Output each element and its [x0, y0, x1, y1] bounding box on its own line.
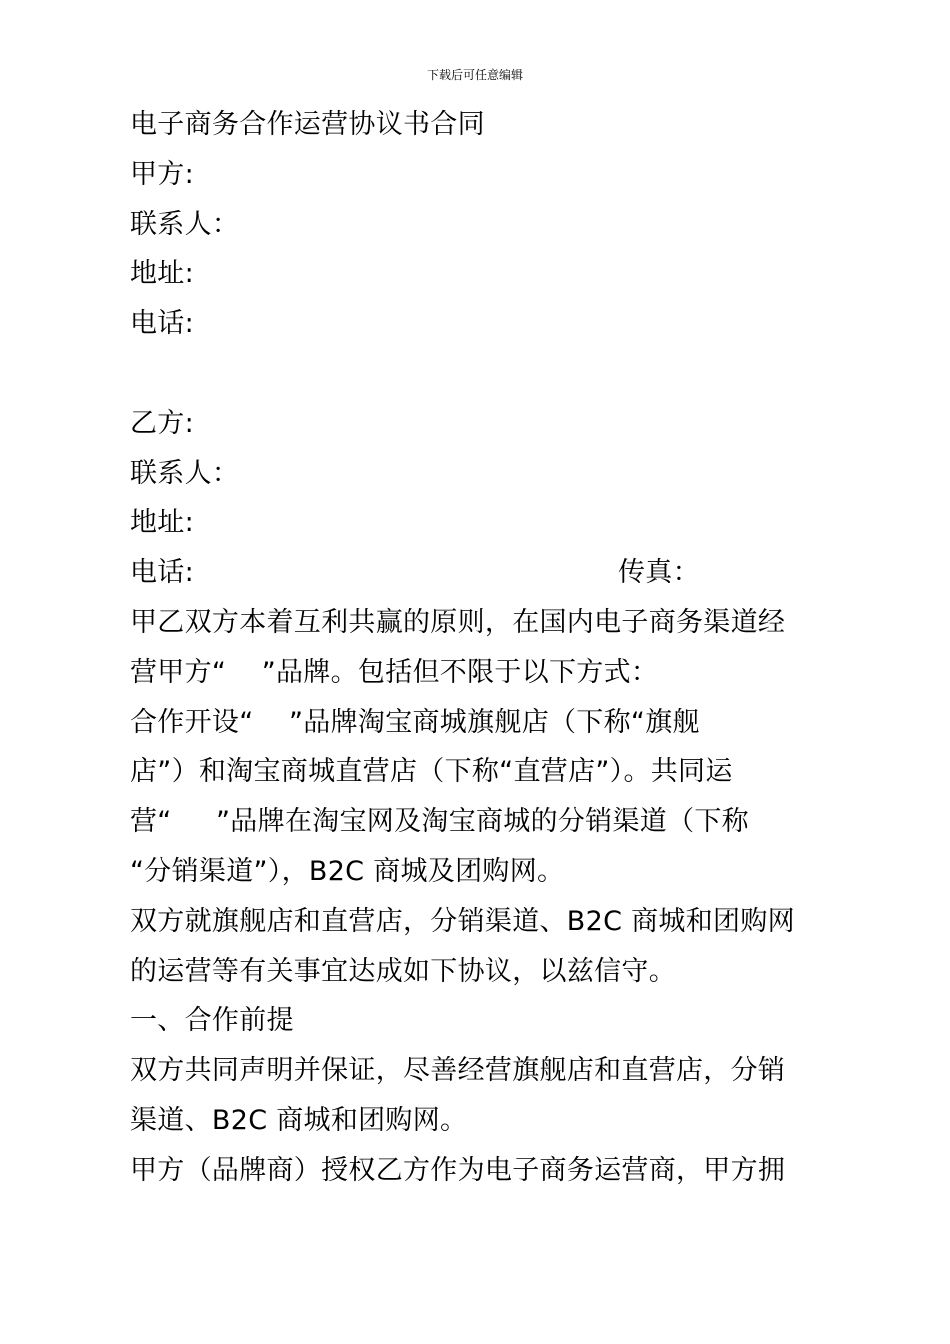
party-b-address: 地址:: [130, 507, 194, 539]
party-a-contact: 联系人：: [130, 208, 240, 240]
party-b-phone-row: [130, 548, 830, 598]
body-line: 营甲方“ ”品牌。包括但不限于以下方式：: [130, 656, 659, 688]
body-line: 合作开设“ ”品牌淘宝商城旗舰店（下称“旗舰: [130, 706, 700, 738]
party-a-label: 甲方:: [130, 158, 194, 190]
body-line: 渠道、B2C 商城和团购网。: [130, 1104, 468, 1136]
party-b-fax: 传真：: [618, 557, 700, 589]
party-b-label: 乙方:: [130, 407, 194, 439]
header-note: 下载后可任意编辑: [426, 68, 523, 82]
body-line: 甲乙双方本着互利共赢的原则，在国内电子商务渠道经: [130, 606, 786, 638]
document-title: 电子商务合作运营协议书合同: [130, 109, 485, 140]
body-line: 店”）和淘宝商城直营店（下称“直营店”）。共同运: [130, 756, 733, 788]
body-line: 营“ ”品牌在淘宝网及淘宝商城的分销渠道（下称: [130, 806, 749, 838]
blank-line: [130, 349, 830, 399]
body-line: “分销渠道”），B2C 商城及团购网。: [130, 855, 565, 887]
party-a-phone: 电话:: [130, 308, 194, 340]
party-b-contact: 联系人：: [130, 457, 240, 489]
section-heading: 一、合作前提: [130, 1005, 294, 1037]
body-line: 双方共同声明并保证，尽善经营旗舰店和直营店，分销: [130, 1055, 786, 1087]
party-b-phone: 电话:: [130, 557, 194, 589]
body-line: 的运营等有关事宜达成如下协议，以兹信守。: [130, 955, 676, 987]
body-line: 甲方（品牌商）授权乙方作为电子商务运营商，甲方拥: [130, 1154, 786, 1186]
document-body: [130, 100, 830, 1196]
party-a-address: 地址:: [130, 258, 194, 290]
body-line: 双方就旗舰店和直营店，分销渠道、B2C 商城和团购网: [130, 905, 795, 937]
